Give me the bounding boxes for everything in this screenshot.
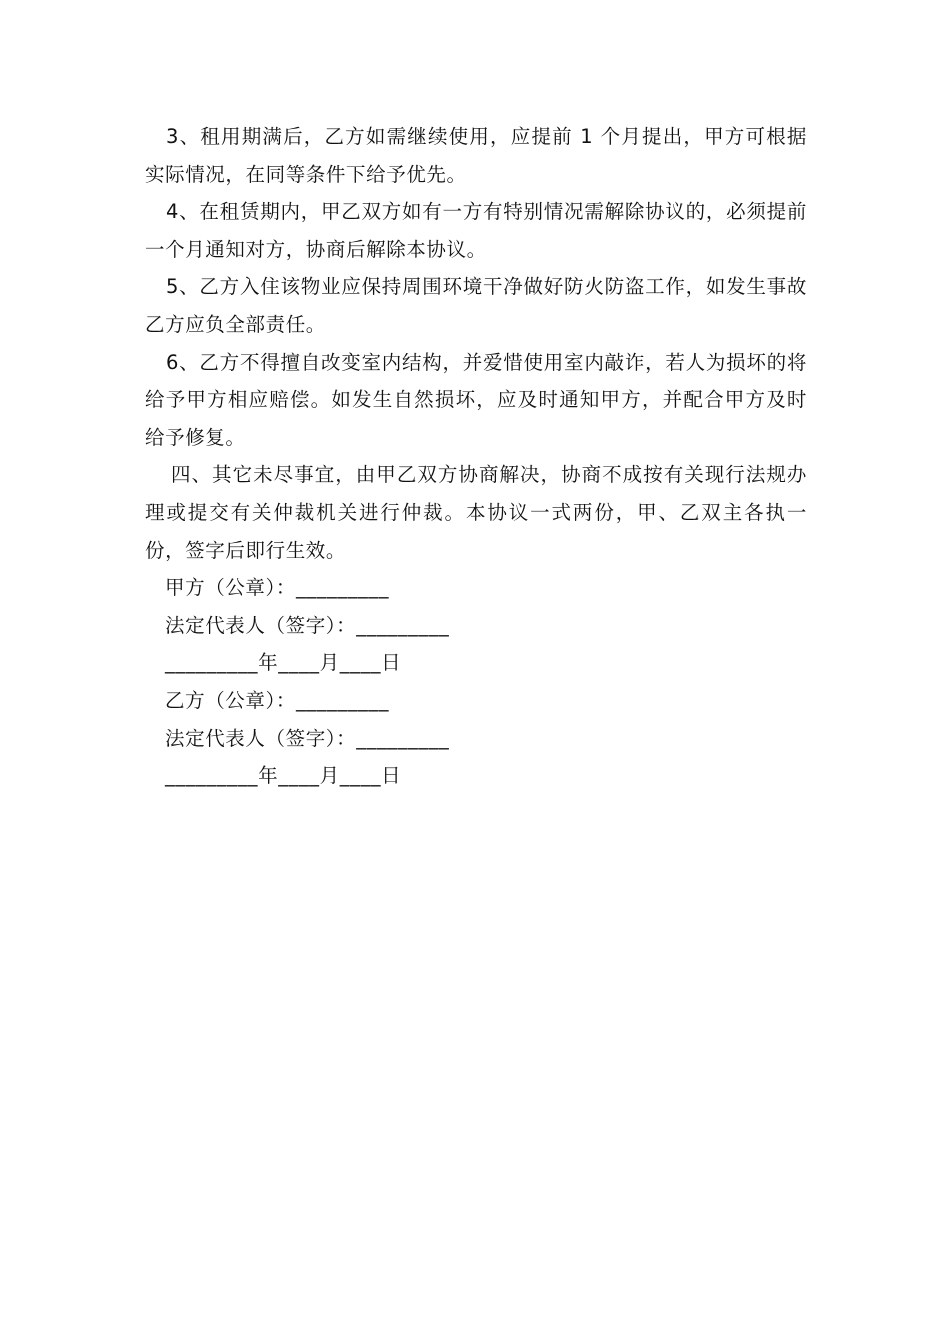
party-a-representative-line: 法定代表人（签字）：_________ bbox=[165, 613, 450, 637]
clause-4-paragraph: 4、在租赁期内，甲乙双方如有一方有特别情况需解除协议的，必须提前一个月通知对方，协商后解除本协议。 bbox=[145, 200, 807, 261]
clause-3-paragraph: 3、租用期满后，乙方如需继续使用，应提前 1 个月提出，甲方可根据实际情况，在同等条件下给予优先。 bbox=[145, 125, 807, 186]
document-page bbox=[145, 118, 807, 795]
party-b-seal-line: 乙方（公章）：_________ bbox=[165, 688, 390, 712]
section-4-paragraph: 四、其它未尽事宜，由甲乙双方协商解决，协商不成按有关现行法规办理或提交有关仲裁机关进行仲裁。本协议一式两份，甲、乙双主各执一份，签字后即行生效。 bbox=[145, 463, 807, 562]
party-b-representative-line: 法定代表人（签字）：_________ bbox=[165, 726, 450, 750]
party-b-date-line: _________年____月____日 bbox=[165, 764, 402, 788]
party-a-seal-line: 甲方（公章）：_________ bbox=[165, 576, 390, 600]
party-a-date-line: _________年____月____日 bbox=[165, 651, 402, 675]
clause-5-paragraph: 5、乙方入住该物业应保持周围环境干净做好防火防盗工作，如发生事故乙方应负全部责任。 bbox=[145, 275, 807, 336]
clause-6-paragraph: 6、乙方不得擅自改变室内结构，并爱惜使用室内敲诈，若人为损坏的将给予甲方相应赔偿。如发生自然损坏，应及时通知甲方，并配合甲方及时给予修复。 bbox=[145, 350, 807, 449]
